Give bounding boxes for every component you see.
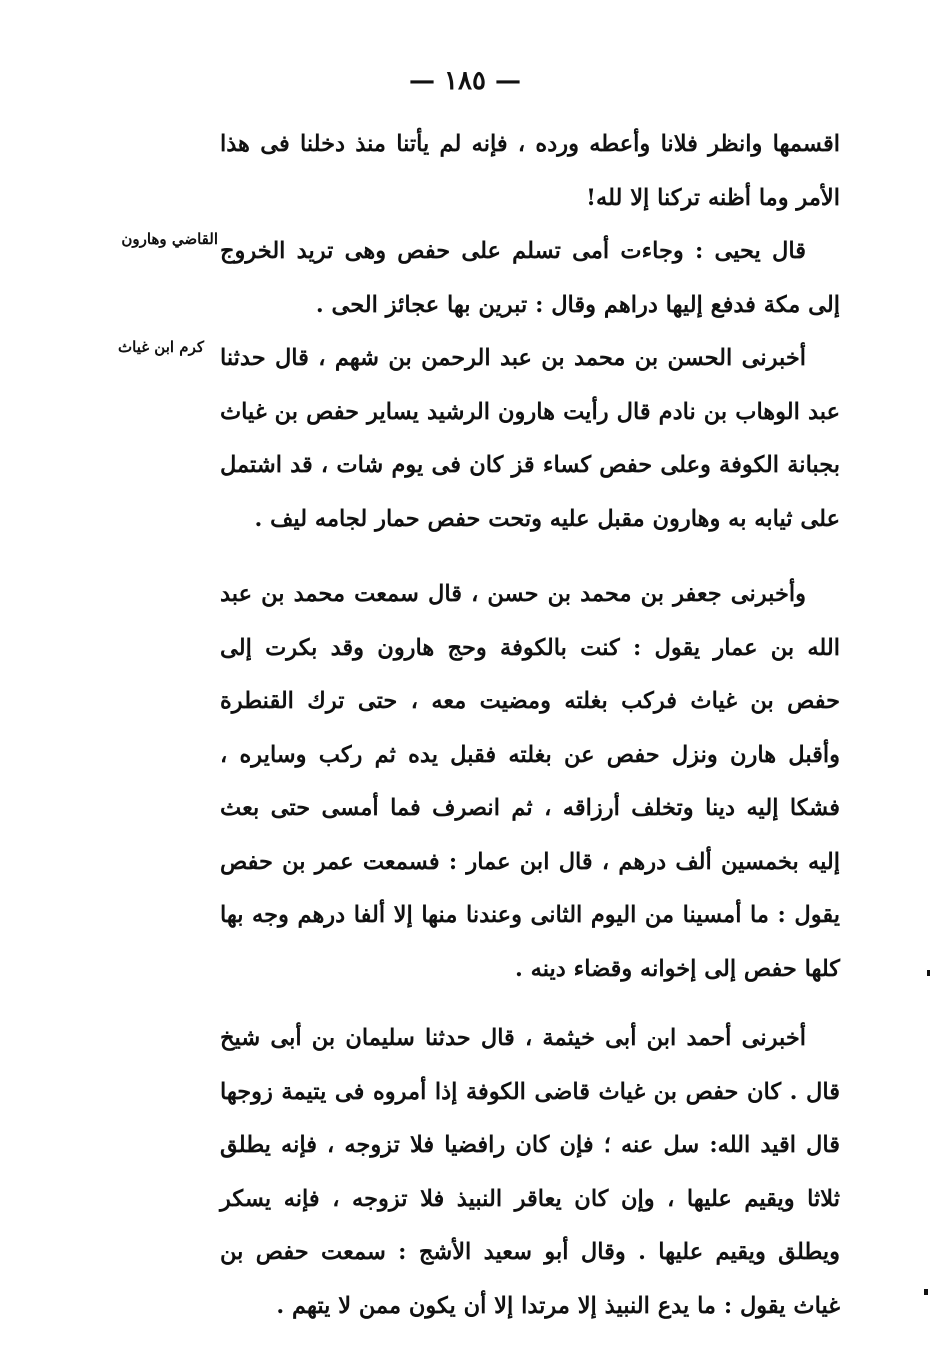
- paragraph-3: أخبرنى الحسن بن محمد بن عبد الرحمن بن شهم ، قال حدثنا عبد الوهاب بن نادم قال رأيت هارون الرشيد يساير حفص بن غياث بجبانة الكوفة وعلى حفص كساء قز كان فى يوم شات ، قد اشتمل على ثيابه به وهارون مقبل عليه وتحت حفص حمار لجامه ليف .: [220, 345, 840, 532]
- margin-note-judge-and-harun: القاضي وهارون: [121, 230, 218, 248]
- paragraph-4: وأخبرنى جعفر بن محمد بن حسن ، قال سمعت محمد بن عبد الله بن عمار يقول : كنت بالكوفة وحج هارون وقد بكرت إلى حفص بن غياث فركب بغلته ومضيت معه ، حتى ترك القنطرة وأقبل هارن ونزل حفص عن بغلته فقبل يده ثم ركب وسايره ، فشكا إليه دينا وتخلف أرزاقه ، ثم انصرف فما أمسى حتى بعث إليه بخمسين ألف درهم ، قال ابن عمار : فسمعت عمر بن حفص يقول : ما أمسينا من اليوم الثانى وعندنا منها إلا ألفا درهم وجه بها كلها حفص إلى إخوانه وقضاء دينه .: [220, 581, 840, 982]
- paragraph-1: اقسمها وانظر فلانا وأعطه ورده ، فإنه لم يأتنا منذ دخلنا فى هذا الأمر وما أظنه تركنا إلا لله!: [220, 131, 840, 211]
- paragraph-2: قال يحيى : وجاءت أمى تسلم على حفص وهى تريد الخروج إلى مكة فدفع إليها دراهم وقال : تبرين بها عجائز الحى .: [220, 238, 840, 318]
- scan-speck: [924, 1289, 928, 1295]
- margin-note-generosity-of-ibn-ghiyath: كرم ابن غياث: [118, 338, 204, 356]
- paragraph-5: أخبرنى أحمد ابن أبى خيثمة ، قال حدثنا سليمان بن أبى شيخ قال . كان حفص بن غياث قاضى الكوفة إذا أمروه فى يتيمة زوجها قال اقيد الله: سل عنه ؛ فإن كان رافضيا فلا تزوجه ، فإنه يطلق ثلاثا ويقيم عليها ، وإن كان يعاقر النبيذ فلا تزوجه ، فإنه يسكر ويطلق ويقيم عليها . وقال أبو سعيد الأشج : سمعت حفص بن غياث يقول : ما يدع النبيذ إلا مرتدا إلا أن يكون ممن لا يتهم .: [220, 1025, 840, 1319]
- page-number: — ١٨٥ —: [408, 66, 522, 96]
